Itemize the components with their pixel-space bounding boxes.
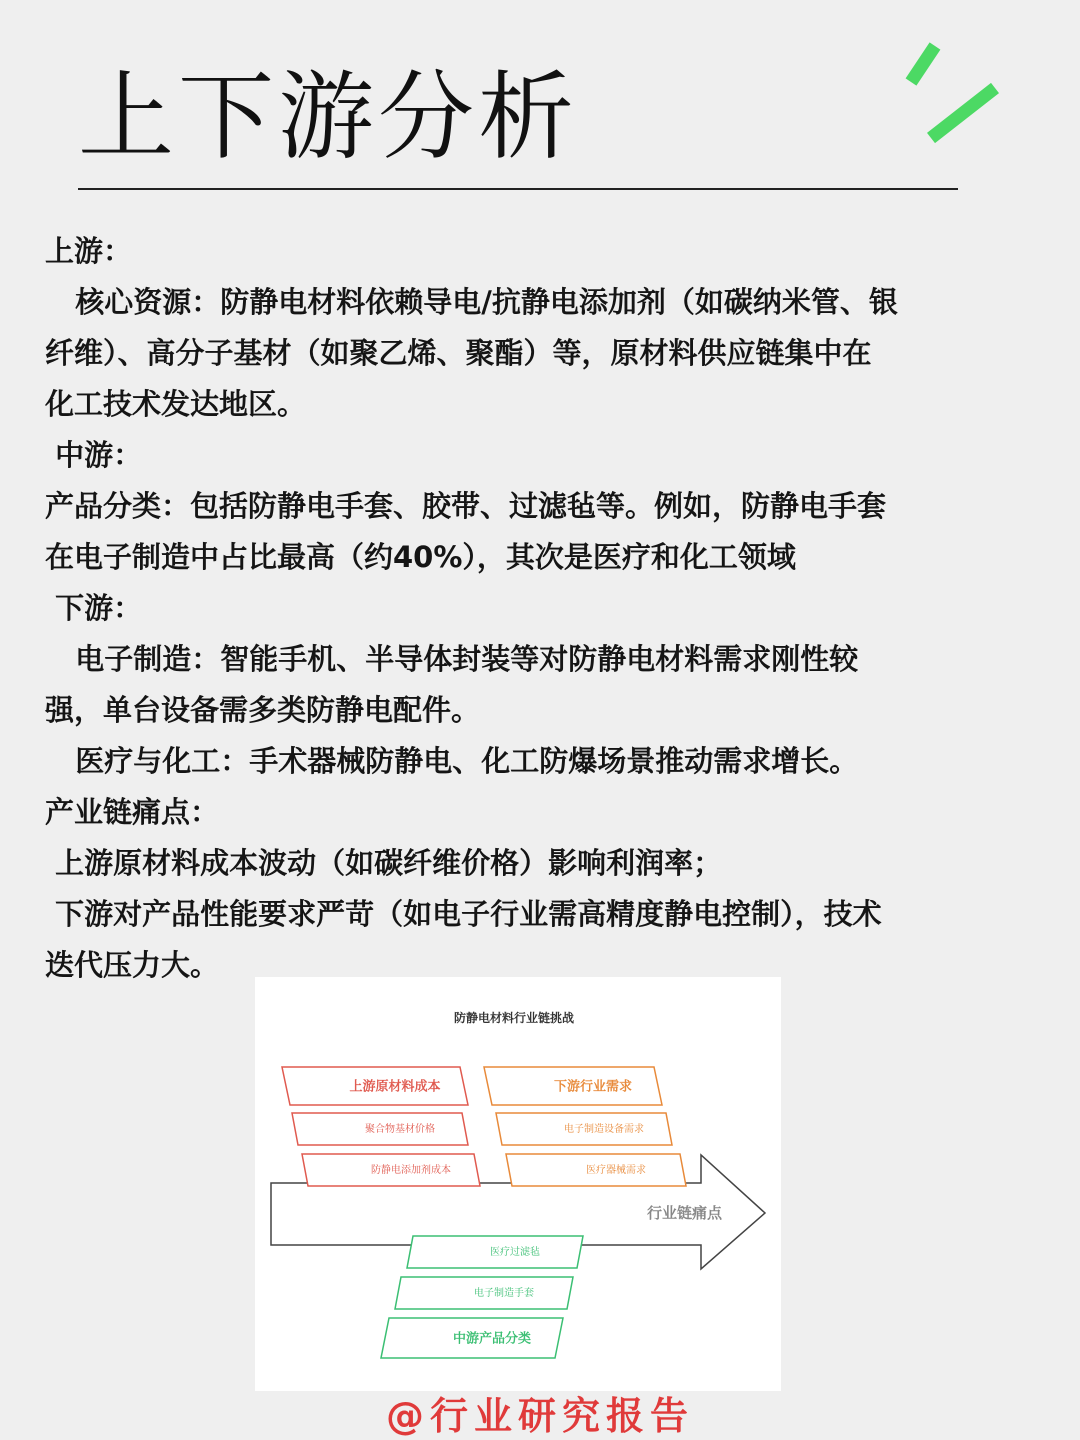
body-line: 在电子制造中占比最高（约40%），其次是医疗和化工领域 bbox=[45, 540, 796, 574]
body-line: 上游原材料成本波动（如碳纤维价格）影响利润率； bbox=[45, 846, 723, 880]
downstream-item-label: 医疗器械需求 bbox=[586, 1165, 646, 1176]
body-line: 下游对产品性能要求严苛（如电子行业需高精度静电控制），技术 bbox=[45, 897, 882, 931]
section-heading-midstream: 中游： bbox=[45, 438, 143, 472]
footer-signature: @行业研究报告 bbox=[385, 1394, 694, 1438]
article-body bbox=[45, 226, 1005, 991]
body-line: 核心资源：防静电材料依赖导电/抗静电添加剂（如碳纳米管、银 bbox=[45, 285, 898, 319]
page-title: 上下游分析 bbox=[78, 61, 578, 173]
midstream-item-label: 电子制造手套 bbox=[474, 1288, 534, 1299]
section-heading-pain-points: 产业链痛点： bbox=[45, 795, 220, 829]
downstream-item-label: 下游行业需求 bbox=[553, 1079, 633, 1095]
body-line: 医疗与化工：手术器械防静电、化工防爆场景推动需求增长。 bbox=[45, 744, 859, 778]
body-line: 迭代压力大。 bbox=[45, 948, 220, 982]
midstream-item-label: 医疗过滤毡 bbox=[490, 1247, 540, 1258]
section-heading-upstream: 上游： bbox=[45, 234, 133, 268]
upstream-item-label: 聚合物基材价格 bbox=[365, 1124, 435, 1135]
body-line: 纤维）、高分子基材（如聚乙烯、聚酯）等，原材料供应链集中在 bbox=[45, 336, 872, 370]
industry-chain-diagram bbox=[255, 977, 781, 1391]
arrow-label: 行业链痛点 bbox=[646, 1204, 722, 1222]
downstream-item-label: 电子制造设备需求 bbox=[564, 1124, 644, 1135]
upstream-item-label: 防静电添加剂成本 bbox=[371, 1165, 451, 1176]
body-line: 化工技术发达地区。 bbox=[45, 387, 307, 421]
body-line: 强，单台设备需多类防静电配件。 bbox=[45, 693, 481, 727]
diagram-title: 防静电材料行业链挑战 bbox=[453, 1011, 575, 1025]
upstream-item-label: 上游原材料成本 bbox=[349, 1079, 441, 1095]
diagram-canvas bbox=[255, 977, 781, 1391]
body-line: 产品分类：包括防静电手套、胶带、过滤毡等。例如，防静电手套 bbox=[45, 489, 887, 523]
decorative-slash-icon bbox=[895, 38, 1015, 158]
midstream-item-label: 中游产品分类 bbox=[452, 1331, 532, 1347]
title-divider bbox=[78, 188, 958, 190]
section-heading-downstream: 下游： bbox=[45, 591, 143, 625]
body-line: 电子制造：智能手机、半导体封装等对防静电材料需求刚性较 bbox=[45, 642, 859, 676]
